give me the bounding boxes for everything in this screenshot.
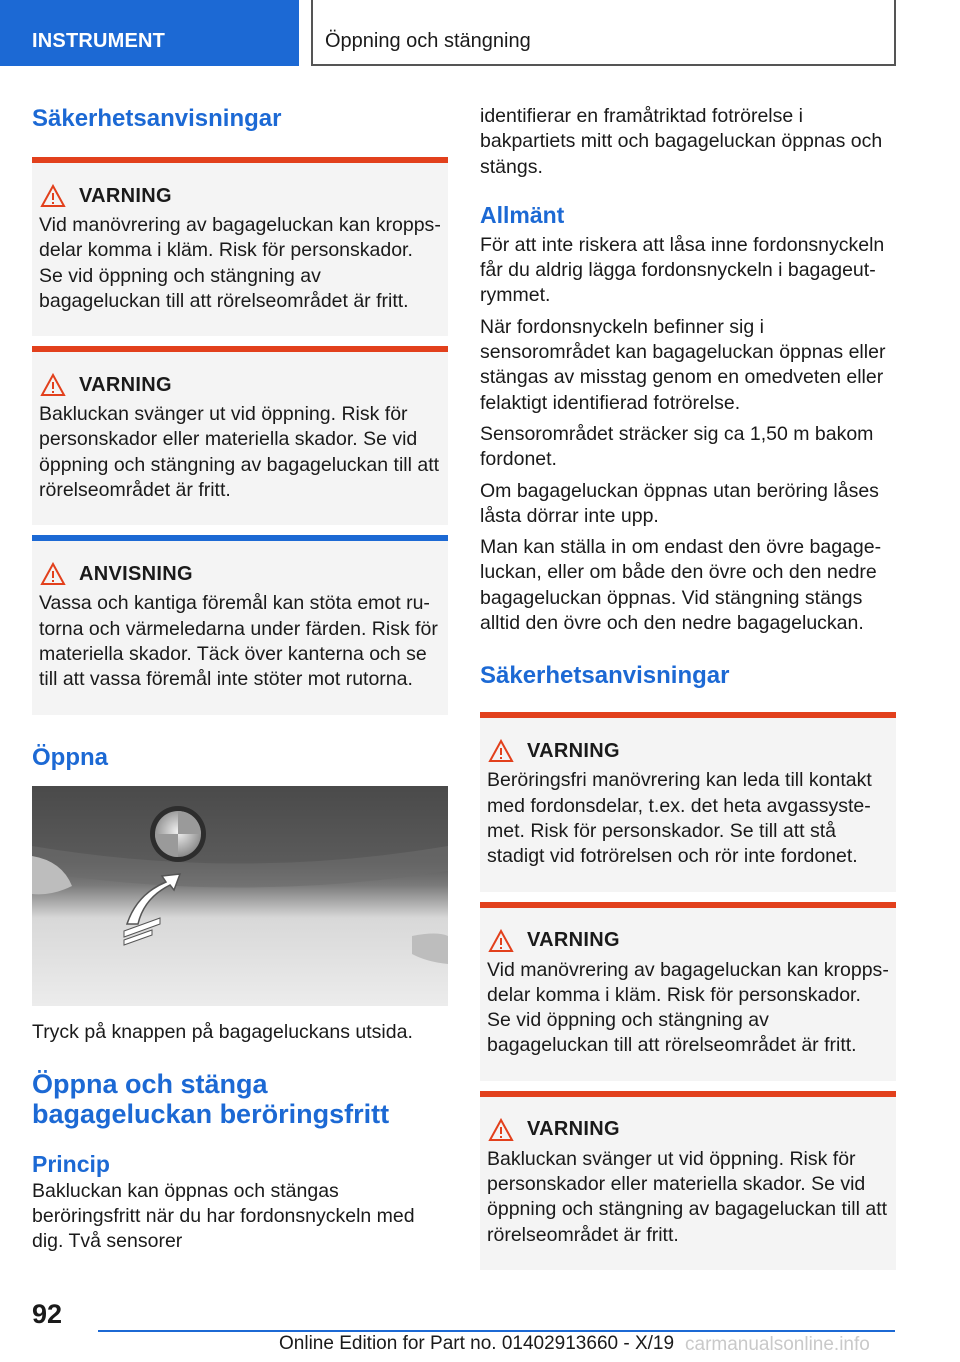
warning-label: VARNING — [527, 739, 620, 762]
warning-text: Beröringsfri manövrering kan leda till kontakt med fordonsdelar, t.ex. det heta avgassystemet. Risk för personskador. Se till att stå stadigt vid fotrörelsen och rör inte fordonet. — [487, 769, 872, 868]
warning-box — [480, 712, 896, 891]
warning-box — [32, 346, 448, 525]
warning-label: VARNING — [527, 929, 620, 952]
section-label: INSTRUMENT — [32, 30, 166, 52]
page-number: 92 — [32, 1299, 63, 1329]
warning-triangle-icon — [488, 1118, 514, 1142]
warning-label: VARNING — [79, 373, 172, 396]
general-para: När fordonsnyckeln befinner sig i sensorområdet kan bagageluckan öppnas eller stängas av misstag genom en omedveten eller felaktigt identifierad fotrörelse. — [480, 315, 886, 414]
heading-safety-left: Säkerhetsanvisningar — [32, 105, 282, 132]
general-para: Om bagageluckan öppnas utan beröring låses låsta dörrar inte upp. — [480, 479, 879, 527]
chapter-title: Öppning och stängning — [325, 30, 531, 52]
heading-principle: Princip — [32, 1150, 110, 1177]
notice-label: ANVISNING — [79, 562, 193, 585]
right-column — [480, 104, 896, 1270]
notice-box — [32, 535, 448, 714]
warning-triangle-icon — [40, 184, 66, 208]
warning-triangle-icon — [40, 373, 66, 397]
warning-triangle-icon — [488, 739, 514, 763]
tailgate-button-illustration — [32, 786, 448, 1006]
warning-box — [480, 1091, 896, 1270]
continued-text: identifierar en framåtriktad fotrörelse i bakpartiets mitt och bagageluckan öppnas och stängs. — [480, 105, 883, 178]
warning-box — [32, 157, 448, 336]
principle-text: Bakluckan kan öppnas och stängas beröringsfritt när du har fordonsnyckeln med dig. Två sensorer — [32, 1179, 415, 1253]
warning-text: Bakluckan svänger ut vid öppning. Risk för personskador eller materiella skador. Se vid öppning och stängning av bagageluckan till att rörelseområdet är fritt. — [39, 403, 440, 502]
edition-text: Online Edition for Part no. 01402913660 - X/19 — [279, 1333, 675, 1354]
image-caption: Tryck på knappen på bagageluckans utsida. — [32, 1020, 413, 1043]
notice-triangle-icon — [40, 562, 66, 586]
warning-text: Vid manövrering av bagageluckan kan kroppsdelar komma i kläm. Risk för personskador. Se vid öppning och stängning av bagageluckan till att rörelseområdet är fritt. — [39, 214, 441, 312]
heading-safety-right: Säkerhetsanvisningar — [480, 662, 730, 690]
warning-text: Bakluckan svänger ut vid öppning. Risk för personskador eller materiella skador. Se vid öppning och stängning av bagageluckan till att rörelseområdet är fritt. — [487, 1147, 888, 1246]
general-para: Sensorområdet sträcker sig ca 1,50 m bakom fordonet. — [480, 422, 874, 471]
warning-label: VARNING — [527, 1118, 620, 1141]
watermark: carmanualsonline.info — [685, 1334, 870, 1355]
footer-divider — [98, 1330, 895, 1332]
chapter-header — [311, 0, 896, 66]
notice-text: Vassa och kantiga föremål kan stöta emot rutorna och värmeledarna under färden. Risk för materiella skador. Täck över kanterna och se till att vassa föremål inte stöter mot rutorna. — [39, 592, 438, 691]
heading-open: Öppna — [32, 743, 108, 771]
warning-label: VARNING — [79, 184, 172, 207]
heading-touchless: Öppna och stänga bagageluckan beröringsfritt — [32, 1068, 390, 1129]
warning-text: Vid manövrering av bagageluckan kan kroppsdelar komma i kläm. Risk för personskador. Se vid öppning och stängning av bagageluckan till att rörelseområdet är fritt. — [487, 958, 889, 1057]
section-tab — [0, 0, 299, 66]
general-para: Man kan ställa in om endast den övre bagageluckan, eller om både den övre och den nedre bagageluckan öppnas. Vid stängning stängs alltid den övre och den nedre bagageluckan. — [480, 536, 882, 635]
warning-box — [480, 902, 896, 1081]
left-column — [32, 100, 448, 1255]
heading-general: Allmänt — [480, 201, 565, 228]
general-para: För att inte riskera att låsa inne fordonsnyckeln får du aldrig lägga fordonsnyckeln i bagageutrymmet. — [480, 233, 885, 307]
warning-triangle-icon — [488, 929, 514, 953]
